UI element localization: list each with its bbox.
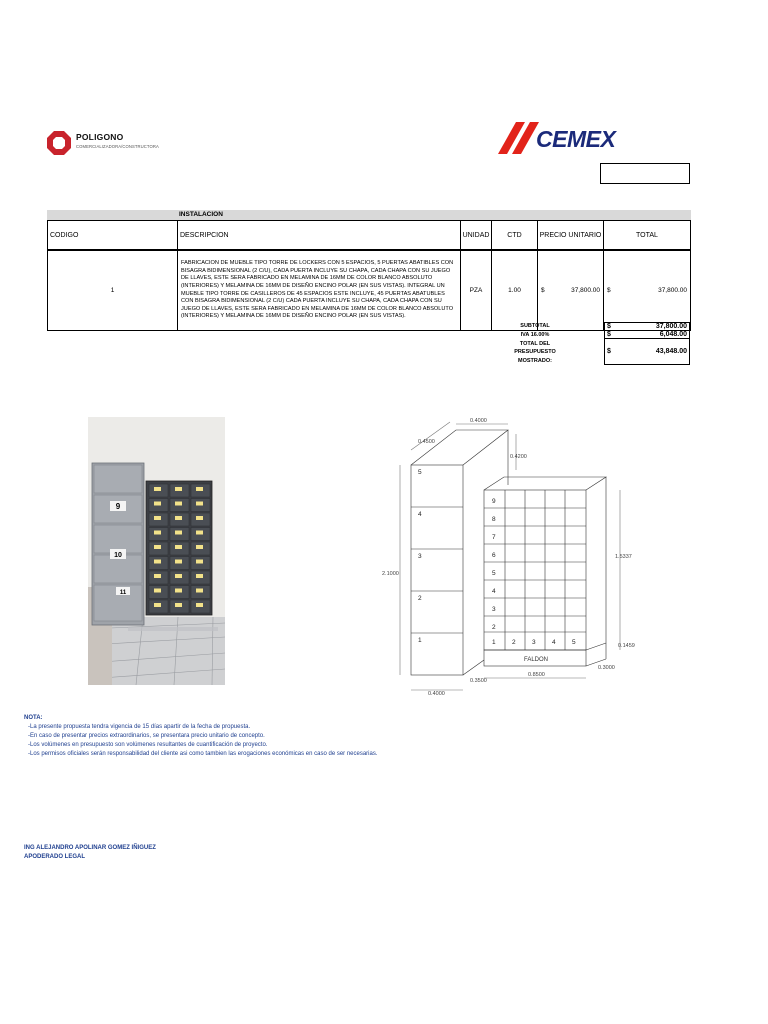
locker-label: 11 [119, 590, 127, 596]
locker-tag [154, 502, 161, 506]
right-tower-row-label: 2 [492, 624, 496, 631]
iva-value: 6,048.00 [659, 331, 687, 338]
dimension-side-depth: 0.4200 [510, 454, 527, 460]
locker-photo [88, 417, 225, 685]
locker-tag [154, 487, 161, 491]
section-band [47, 210, 691, 220]
dimension-bottom-right: 0.3000 [598, 665, 615, 671]
locker-tag [154, 531, 161, 535]
note-line: -Los volúmenes en presupuesto son volúmenes resultantes de cuantificación de proyecto. [28, 742, 268, 748]
locker-tag [196, 560, 203, 564]
dimension-height-left: 2.1000 [382, 571, 399, 577]
row-qty: 1.00 [491, 250, 538, 331]
locker-tag [196, 531, 203, 535]
dimension-top-depth: 0.4000 [470, 418, 487, 424]
dimension-plinth-height: 0.1459 [618, 643, 635, 649]
locker-tag [196, 545, 203, 549]
cemex-logo [498, 118, 622, 158]
note-line: -La presente propuesta tendra vigencia de 15 días apartir de la fecha de propuesta. [28, 724, 251, 730]
cemex-wordmark: CEMEX [536, 126, 616, 152]
right-tower-bottom-label: 2 [512, 639, 516, 646]
header-description: DESCRIPCION [177, 220, 461, 250]
locker-tag [175, 502, 182, 506]
locker-tag [175, 589, 182, 593]
row-total [603, 250, 691, 331]
left-tower-door-label: 1 [418, 637, 422, 644]
dimension-height-right: 1.5337 [615, 554, 632, 560]
total-label-line1: TOTAL DEL [519, 341, 551, 347]
dimension-top-left: 0.4500 [418, 439, 435, 445]
total-value: 37,800.00 [658, 287, 687, 294]
currency-sign: $ [607, 348, 611, 355]
locker-tag [196, 516, 203, 520]
row-unit-price [537, 250, 604, 331]
row-code: 1 [47, 250, 178, 331]
locker-tag [154, 560, 161, 564]
locker-drawing-svg [380, 410, 640, 700]
notes-section [24, 714, 378, 759]
currency-sign: $ [607, 323, 611, 330]
row-description-text: FABRICACION DE MUEBLE TIPO TORRE DE LOCKERS CON 5 ESPACIOS, 5 PUERTAS ABATIBLES CON BISAGRA BIDIMENSIONAL (2 C/U), CADA PUERTA INCLUYE SU CHAPA, CADA CHAPA CON SU JUEGO DE LLAVES, ESTE SERA FABRICADO EN MELAMINA DE 16MM DE COLOR BLANCO ABSOLUTO (INTERIORES) Y MELAMINA DE 16MM DE DISEÑO ENCINO POLAR (EN SUS VISTAS). INTEGRAL UN MUEBLE TIPO TORRE DE CASILLEROS DE 45 ESPACIOS ESTE INCLUYE, 45 PUERTAS ABATUBLES CON BISAGRA BIDIMENSIONAL (2 C/U) CADA PUERTA INCLUYE SU CHAPA, CADA CHAPA CON SU JUEGO DE LLAVES, ESTE SERA FABRICADO EN MELAMINA DE 16MM DE COLOR BLANCO ABSOLUTO (INTERIORES) Y MELAMINA DE 16MM DE DISEÑO ENCINO POLAR (EN SUS VISTAS). [181, 259, 454, 320]
row-description [177, 250, 461, 331]
locker-tag [175, 487, 182, 491]
locker-tag [175, 516, 182, 520]
signature-block [24, 844, 156, 862]
currency-sign: $ [607, 287, 611, 294]
poligono-tagline: COMERCIALIZADORA/CONSTRUCTORA [76, 144, 159, 149]
right-tower-row-label: 9 [492, 498, 496, 505]
plinth-label: FALDON [524, 657, 549, 663]
locker-tag [175, 545, 182, 549]
right-tower-bottom-label: 4 [552, 639, 556, 646]
locker-tag [154, 574, 161, 578]
right-tower-row-label: 6 [492, 552, 496, 559]
header-qty: CTD [491, 220, 538, 250]
signatory-name: ING ALEJANDRO APOLINAR GOMEZ IÑIGUEZ [24, 845, 156, 851]
header-unit: UNIDAD [460, 220, 492, 250]
right-tower-row-label: 5 [492, 570, 496, 577]
locker-tag [154, 589, 161, 593]
locker-tag [196, 487, 203, 491]
folio-box [600, 163, 690, 184]
right-tower-row-label: 4 [492, 588, 496, 595]
locker-tag [175, 531, 182, 535]
locker-tag [196, 589, 203, 593]
grand-total-box [604, 338, 690, 365]
locker-technical-drawing [380, 410, 640, 700]
notes-title: NOTA: [24, 715, 43, 721]
right-tower-row-label: 3 [492, 606, 496, 613]
right-tower-row-label: 7 [492, 534, 496, 541]
locker-tag [175, 574, 182, 578]
header-code: CODIGO [47, 220, 178, 250]
dimension-bottom-width: 0.8500 [528, 672, 545, 678]
iva-label: IVA 16.00% [520, 332, 550, 338]
locker-tag [154, 516, 161, 520]
locker-label: 10 [114, 552, 122, 559]
locker-tag [175, 560, 182, 564]
signatory-role: APODERADO LEGAL [24, 854, 86, 860]
currency-sign: $ [607, 331, 611, 338]
right-tower-bottom-label: 1 [492, 639, 496, 646]
locker-tag [154, 603, 161, 607]
right-tower-bottom-label: 5 [572, 639, 576, 646]
subtotal-label: SUBTOTAL [520, 323, 550, 329]
left-tower-door-label: 2 [418, 595, 422, 602]
poligono-logo [46, 128, 186, 158]
locker-photo-illustration [88, 417, 225, 685]
header-total: TOTAL [603, 220, 691, 250]
locker-tag [196, 502, 203, 506]
note-line: -En caso de presentar precios extraordinarios, se presentara precio unitario de concepto. [28, 733, 265, 739]
dimension-bottom-depth: 0.3500 [470, 678, 487, 684]
dimension-bottom-left: 0.4000 [428, 691, 445, 697]
locker-tag [196, 574, 203, 578]
currency-sign: $ [541, 287, 545, 294]
locker-tag [196, 603, 203, 607]
header-unit-price: PRECIO UNITARIO [537, 220, 604, 250]
right-tower-row-label: 8 [492, 516, 496, 523]
section-label: INSTALACION [179, 211, 223, 218]
total-label-line3: MOSTRADO: [518, 358, 552, 364]
poligono-name: POLIGONO [76, 132, 124, 142]
left-tower-door-label: 3 [418, 553, 422, 560]
polygon-logo-icon [46, 130, 72, 156]
left-tower-door-label: 4 [418, 511, 422, 518]
total-label-line2: PRESUPUESTO [514, 349, 556, 355]
locker-tag [154, 545, 161, 549]
unit-price-value: 37,800.00 [571, 287, 600, 294]
note-line: -Los permisos oficiales serán responsabilidad del cliente asi como tambien las erogaciones económicas en caso de ser necesarias. [28, 751, 378, 757]
locker-tag [175, 603, 182, 607]
grand-total-value: 43,848.00 [655, 348, 687, 355]
row-unit: PZA [460, 250, 492, 331]
right-tower-bottom-label: 3 [532, 639, 536, 646]
left-tower-door-label: 5 [418, 469, 422, 476]
locker-label: 9 [115, 502, 121, 511]
subtotal-value: 37,800.00 [655, 323, 687, 330]
